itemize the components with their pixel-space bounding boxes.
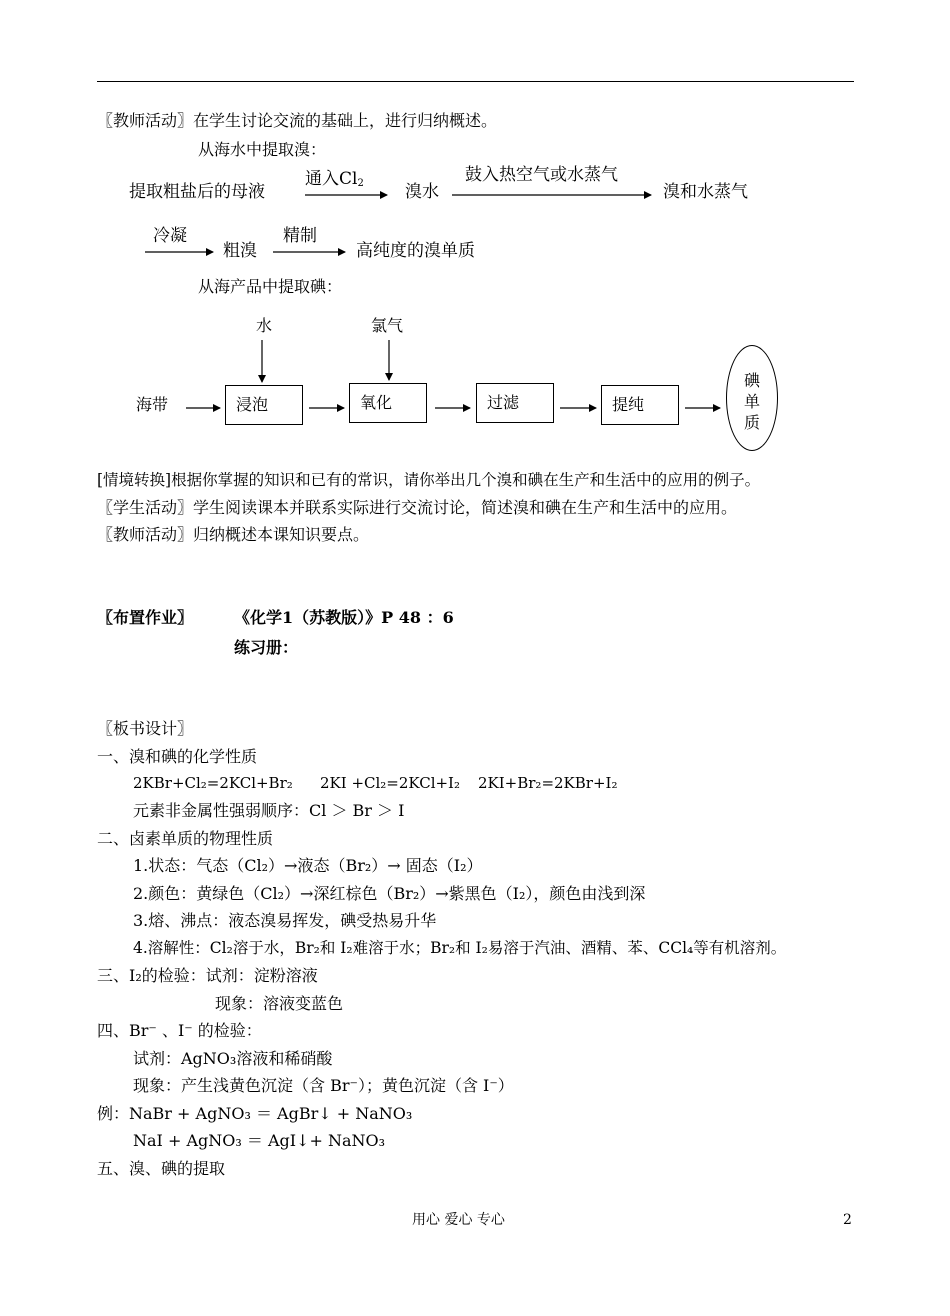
section-3-phenomenon: 现象：溶液变蓝色 [215, 994, 344, 1013]
section-4-reagent: 试剂：AgNO₃溶液和稀硝酸 [133, 1049, 333, 1068]
mother-liquor-label: 提取粗盐后的母液 [129, 182, 265, 202]
section-5-heading: 五、溴、碘的提取 [97, 1159, 226, 1178]
equation-2: 2KI +Cl₂=2KCl+I₂ [320, 774, 460, 792]
step-oxidize-box: 氧化 [349, 383, 427, 423]
bromine-vapor-label: 溴和水蒸气 [663, 182, 748, 202]
teacher-activity-1: 〖教师活动〗在学生讨论交流的基础上，进行归纳概述。 [97, 111, 498, 130]
crude-bromine-label: 粗溴 [223, 241, 257, 261]
homework-book: 《化学1（苏教版）》P 48 ：6 [234, 608, 454, 627]
context-switch-text: [情境转换]根据你掌握的知识和已有的常识，请你举出几个溴和碘在生产和生活中的应用的例子。 [97, 471, 761, 489]
section-2-heading: 二、卤素单质的物理性质 [97, 829, 274, 848]
section-4-heading: 四、Br⁻ 、I⁻ 的检验： [97, 1021, 262, 1040]
example-1: 例：NaBr + AgNO₃ ＝ AgBr↓ + NaNO₃ [97, 1104, 413, 1123]
water-label: 水 [256, 316, 273, 335]
arrow4-label: 精制 [283, 226, 317, 246]
example-2: NaI + AgNO₃ ＝ AgI↓+ NaNO₃ [133, 1131, 386, 1150]
chlorine-label: 氯气 [371, 316, 404, 335]
property-color: 2.颜色：黄绿色（Cl₂）→深红棕色（Br₂）→紫黑色（I₂），颜色由浅到深 [133, 884, 646, 903]
arrow2-label: 鼓入热空气或水蒸气 [465, 165, 618, 185]
arrow3-label: 冷凝 [153, 226, 187, 246]
equation-1: 2KBr+Cl₂=2KCl+Br₂ [133, 774, 293, 792]
bromine-heading: 从海水中提取溴： [198, 140, 327, 159]
bromine-water-label: 溴水 [405, 182, 439, 202]
step-filter-box: 过滤 [476, 383, 554, 423]
property-melting: 3.熔、沸点：液态溴易挥发，碘受热易升华 [133, 911, 437, 930]
homework-workbook: 练习册： [234, 638, 299, 657]
arrow1-label: 通入$Cl_2$ [305, 169, 364, 189]
step-soak-box: 浸泡 [225, 385, 303, 425]
iodine-product-label: 碘单质 [743, 371, 760, 432]
iodine-heading: 从海产品中提取碘： [198, 277, 343, 296]
pure-bromine-label: 高纯度的溴单质 [356, 241, 475, 261]
page-number: 2 [843, 1212, 852, 1228]
nonmetal-order: 元素非金属性强弱顺序：Cl ＞ Br ＞ I [133, 801, 405, 820]
section-4-phenomenon: 现象：产生浅黄色沉淀（含 Br⁻）；黄色沉淀（含 I⁻） [133, 1076, 514, 1095]
property-state: 1.状态：气态（Cl₂）→液态（Br₂）→ 固态（I₂） [133, 856, 483, 875]
teacher-activity-2: 〖教师活动〗归纳概述本课知识要点。 [97, 525, 370, 544]
homework-label: 〖布置作业〗 [97, 608, 194, 627]
section-3-heading: 三、I₂的检验：试剂：淀粉溶液 [97, 966, 318, 985]
footer-slogan: 用心 爱心 专心 [412, 1212, 505, 1228]
step-purify-box: 提纯 [601, 385, 679, 425]
section-1-heading: 一、溴和碘的化学性质 [97, 747, 258, 766]
student-activity-text: 〖学生活动〗学生阅读课本并联系实际进行交流讨论，简述溴和碘在生产和生活中的应用。 [97, 498, 738, 517]
seaweed-label: 海带 [136, 395, 169, 414]
equation-3: 2KI+Br₂=2KBr+I₂ [478, 774, 618, 792]
board-title: 〖板书设计〗 [97, 719, 194, 738]
property-solubility: 4.溶解性：Cl₂溶于水，Br₂和 I₂难溶于水；Br₂和 I₂易溶于汽油、酒精、苯、CCl₄等有机溶剂。 [133, 939, 787, 957]
